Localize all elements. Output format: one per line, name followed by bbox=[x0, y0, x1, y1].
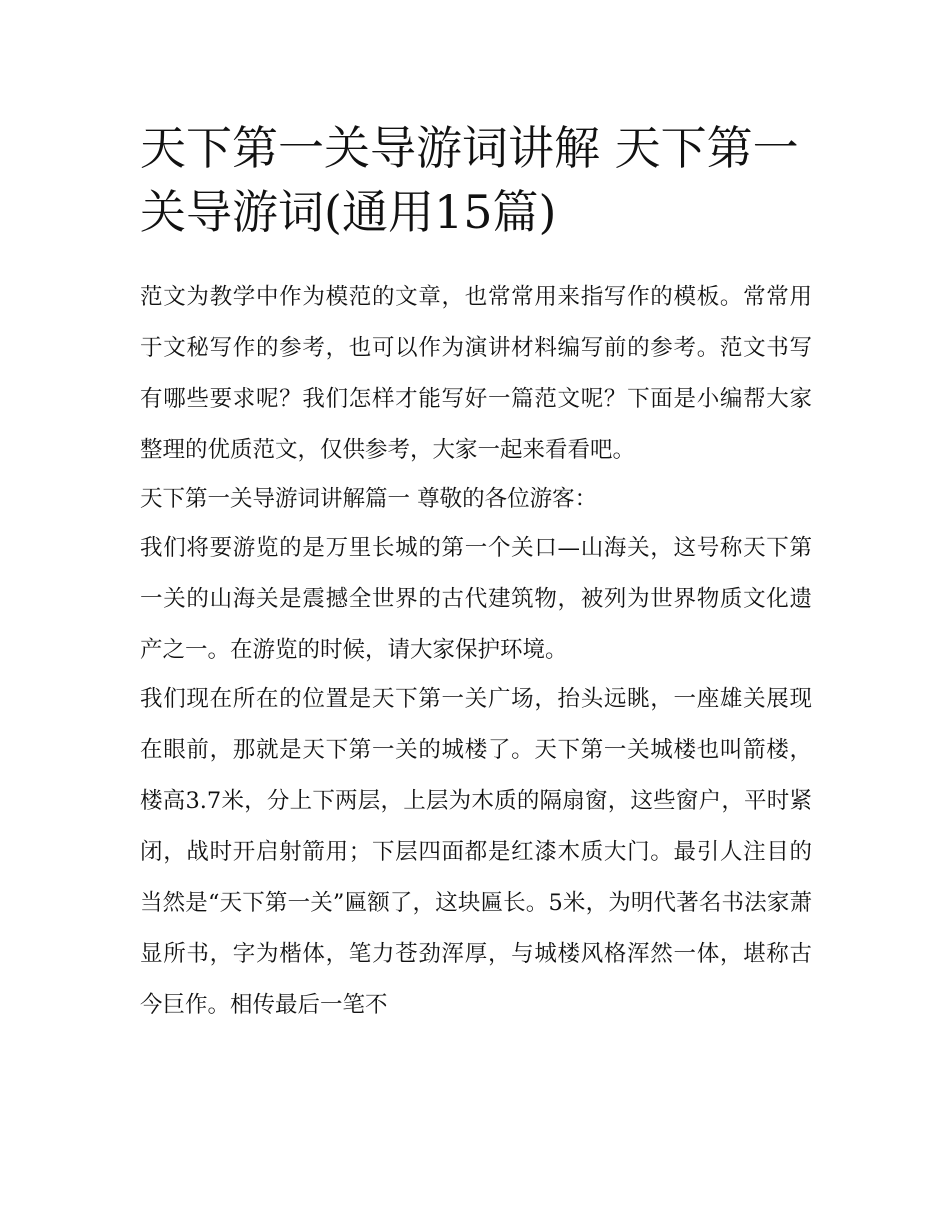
paragraph-section-heading: 天下第一关导游词讲解篇一 尊敬的各位游客： bbox=[140, 486, 598, 512]
paragraph-intro: 范文为教学中作为模范的文章，也常常用来指写作的模板。常常用于文秘写作的参考，也可以作为演讲材料编写前的参考。范文书写有哪些要求呢？我们怎样才能写好一篇范文呢？下面是小编帮大家整理的优质范文，仅供参考，大家一起来看看吧。 bbox=[140, 284, 812, 463]
document-title: 天下第一关导游词讲解 天下第一关导游词(通用15篇) bbox=[140, 121, 799, 239]
paragraph-gate-tower: 我们现在所在的位置是天下第一关广场，抬头远眺，一座雄关展现在眼前，那就是天下第一关的城楼了。天下第一关城楼也叫箭楼，楼高3.7米，分上下两层，上层为木质的隔扇窗，这些窗户，平时紧闭，战时开启射箭用；下层四面都是红漆木质大门。最引人注目的当然是“天下第一关”匾额了，这块匾长。5米，为明代著名书法家萧显所书，字为楷体，笔力苍劲浑厚，与城楼风格浑然一体，堪称古今巨作。相传最后一笔不 bbox=[140, 686, 812, 1018]
document-body bbox=[140, 116, 812, 1029]
paragraph-overview: 我们将要游览的是万里长城的第一个关口—山海关，这号称天下第一关的山海关是震撼全世界的古代建筑物，被列为世界物质文化遗产之一。在游览的时候，请大家保护环境。 bbox=[140, 535, 812, 663]
